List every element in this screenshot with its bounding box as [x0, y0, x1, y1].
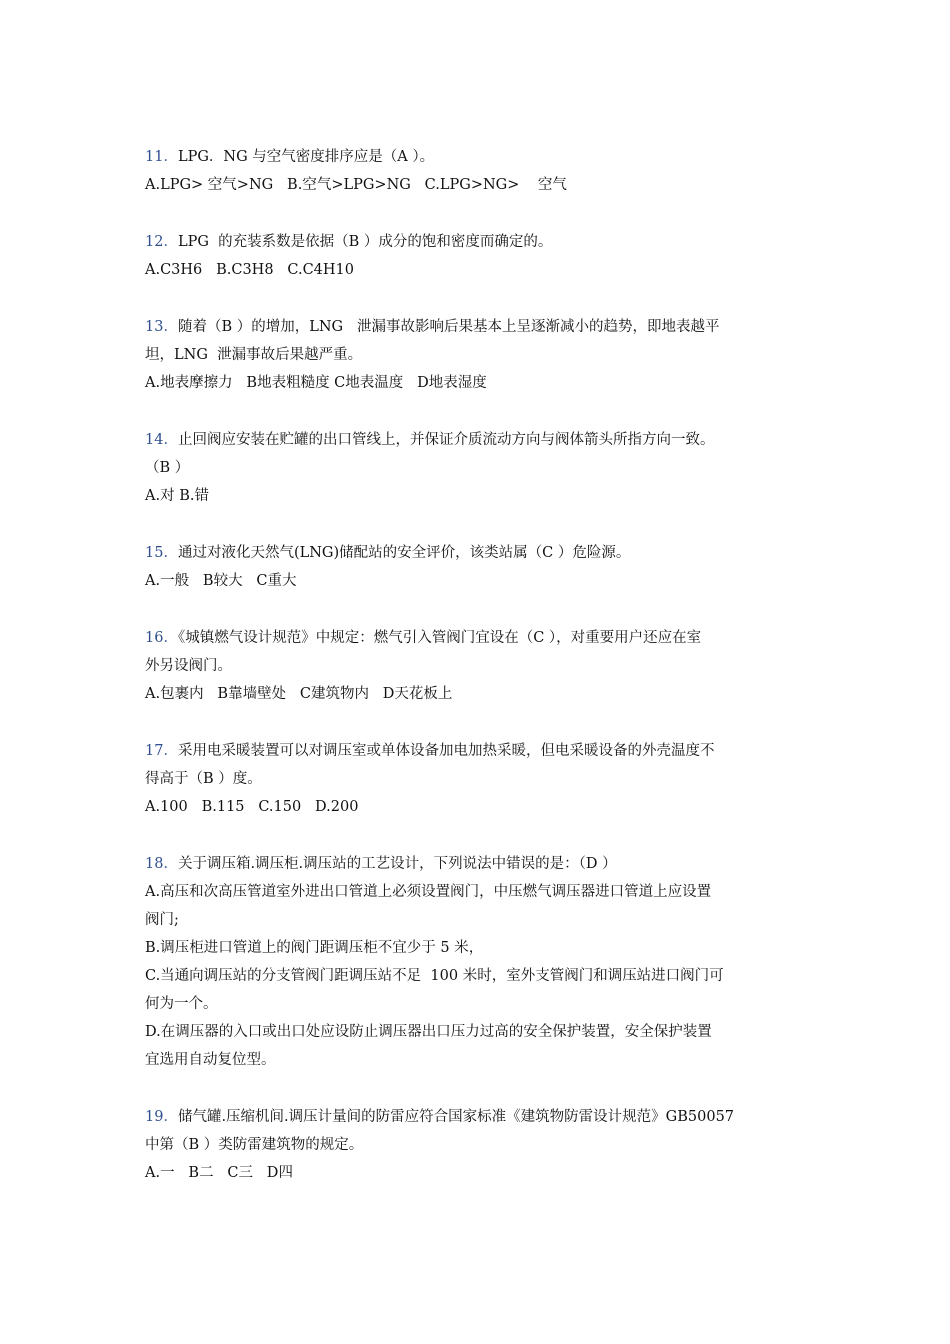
question-option-d: D.在调压器的入口或出口处应设防止调压器出口压力过高的安全保护装置，安全保护装置: [145, 1024, 712, 1040]
question-stem: 采用电采暖装置可以对调压室或单体设备加电加热采暖，但电采暖设备的外壳温度不: [177, 743, 715, 759]
question-stem: 通过对液化天然气(LNG)储配站的安全评价，该类站属（C ）危险源。: [177, 545, 631, 561]
question-stem: 随着（B ）的增加，LNG 泄漏事故影响后果基本上呈逐渐减小的趋势，即地表越平: [177, 319, 720, 335]
question-number: 13．: [145, 319, 178, 335]
question-options: A.对 B.错: [145, 488, 209, 504]
question-options: A.C3H6 B.C3H8 C.C4H10: [145, 262, 354, 278]
question-number: 12．: [145, 234, 178, 250]
question-16: [145, 624, 810, 708]
question-options: A.一般 B较大 C重大: [145, 573, 297, 589]
question-stem: 储气罐.压缩机间.调压计量间的防雷应符合国家标准《建筑物防雷设计规范》GB50057: [177, 1109, 735, 1125]
question-option-b: B.调压柜进口管道上的阀门距调压柜不宜少于 5 米，: [145, 940, 484, 956]
question-number: 19．: [145, 1109, 178, 1125]
question-option-c-continued: 何为一个。: [145, 996, 218, 1012]
question-stem-continued: 外另设阀门。: [145, 658, 232, 674]
question-number: 18．: [145, 856, 178, 872]
question-stem: LPG 的充装系数是依据（B ）成分的饱和密度而确定的。: [177, 234, 553, 250]
document-page: [145, 143, 810, 1216]
question-options: A.一 B二 C三 D四: [145, 1165, 293, 1181]
question-12: [145, 228, 810, 284]
question-number: 11．: [145, 149, 178, 165]
question-18: [145, 850, 810, 1074]
question-options: A.包裹内 B靠墙壁处 C建筑物内 D天花板上: [145, 686, 453, 702]
question-stem-continued: 得高于（B ）度。: [145, 771, 262, 787]
question-13: [145, 313, 810, 397]
question-option-d-continued: 宜选用自动复位型。: [145, 1052, 276, 1068]
question-stem: 关于调压箱.调压柜.调压站的工艺设计，下列说法中错误的是：（D ）: [177, 856, 617, 872]
question-number: 15．: [145, 545, 178, 561]
question-options: A.地表摩擦力 B地表粗糙度 C地表温度 D地表湿度: [145, 375, 487, 391]
question-17: [145, 737, 810, 821]
question-19: [145, 1103, 810, 1187]
question-14: [145, 426, 810, 510]
question-option-c: C.当通向调压站的分支管阀门距调压站不足 100 米时，室外支管阀门和调压站进口阀门可: [145, 968, 724, 984]
question-stem: 止回阀应安装在贮罐的出口管线上，并保证介质流动方向与阀体箭头所指方向一致。: [177, 432, 715, 448]
question-stem: LPG．NG 与空气密度排序应是（A ）。: [177, 149, 435, 165]
question-15: [145, 539, 810, 595]
question-stem-continued: 中第（B ）类防雷建筑物的规定。: [145, 1137, 364, 1153]
question-stem-continued: 坦，LNG 泄漏事故后果越严重。: [145, 347, 363, 363]
question-stem: 《城镇燃气设计规范》中规定：燃气引入管阀门宜设在（C ），对重要用户还应在室: [177, 630, 702, 646]
question-option-a-continued: 阀门;: [145, 912, 179, 928]
question-number: 16．: [145, 630, 178, 646]
question-stem-continued: （B ）: [145, 460, 190, 476]
question-options: A.LPG> 空气>NG B.空气>LPG>NG C.LPG>NG> 空气: [145, 177, 567, 193]
question-options: A.100 B.115 C.150 D.200: [145, 799, 359, 815]
question-number: 17．: [145, 743, 178, 759]
question-option-a: A.高压和次高压管道室外进出口管道上必须设置阀门，中压燃气调压器进口管道上应设置: [145, 884, 712, 900]
question-number: 14．: [145, 432, 178, 448]
question-11: [145, 143, 810, 199]
